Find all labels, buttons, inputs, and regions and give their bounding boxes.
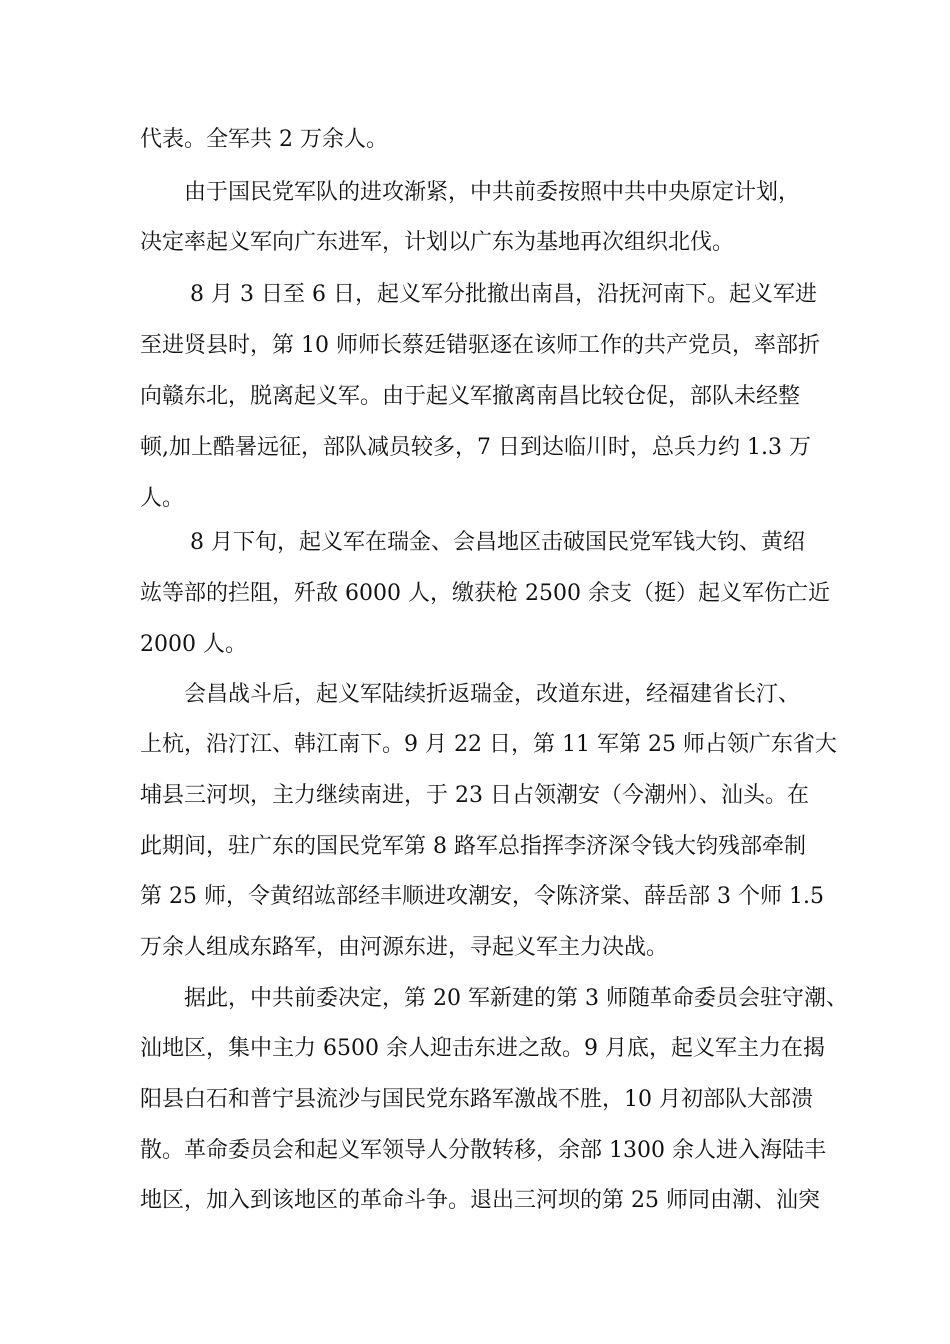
paragraph-6-line-3: 阳县白石和普宁县流沙与国民党东路军激战不胜，10 月初部队大部溃	[140, 1087, 813, 1112]
paragraph-5-line-4: 此期间，驻广东的国民党军第 8 路军总指挥李济深令钱大钧残部牵制	[140, 834, 806, 859]
paragraph-4-line-3: 2000 人。	[140, 632, 247, 657]
paragraph-5-line-1: 会昌战斗后，起义军陆续折返瑞金，改道东进，经福建省长汀、	[184, 682, 801, 707]
paragraph-3-line-5: 人。	[140, 486, 185, 511]
paragraph-3-line-4: 顿,加上酷暑远征，部队减员较多，7 日到达临川时，总兵力约 1.3 万	[140, 435, 811, 460]
paragraph-5-line-2: 上杭，沿汀江、韩江南下。9 月 22 日，第 11 军第 25 师占领广东省大	[140, 732, 837, 757]
paragraph-3-line-1: 8 月 3 日至 6 日，起义军分批撤出南昌，沿抚河南下。起义军进	[190, 282, 817, 307]
paragraph-2-line-1: 由于国民党军队的进攻渐紧，中共前委按照中共中央原定计划，	[184, 180, 801, 205]
paragraph-6-line-5: 地区，加入到该地区的革命斗争。退出三河坝的第 25 师同由潮、汕突	[140, 1188, 820, 1213]
paragraph-5-line-3: 埔县三河坝，主力继续南进，于 23 日占领潮安（今潮州）、汕头。在	[140, 783, 809, 808]
paragraph-4-line-2: 竑等部的拦阻，歼敌 6000 人，缴获枪 2500 余支（挺）起义军伤亡近	[140, 581, 830, 606]
paragraph-2-line-2: 决定率起义军向广东进军，计划以广东为基地再次组织北伐。	[140, 230, 735, 255]
paragraph-3-line-2: 至进贤县时，第 10 师师长蔡廷错驱逐在该师工作的共产党员，率部折	[140, 333, 820, 358]
paragraph-6-line-2: 汕地区，集中主力 6500 余人迎击东进之敌。9 月底，起义军主力在揭	[140, 1036, 825, 1061]
paragraph-1-line-1: 代表。全军共 2 万余人。	[140, 127, 388, 152]
paragraph-3-line-3: 向赣东北，脱离起义军。由于起义军撤离南昌比较仓促，部队未经整	[140, 384, 801, 409]
paragraph-4-line-1: 8 月下旬，起义军在瑞金、会昌地区击破国民党军钱大钧、黄绍	[190, 530, 805, 555]
paragraph-6-line-1: 据此，中共前委决定，第 20 军新建的第 3 师随革命委员会驻守潮、	[184, 986, 848, 1011]
paragraph-6-line-4: 散。革命委员会和起义军领导人分散转移，余部 1300 余人进入海陆丰	[140, 1138, 826, 1163]
paragraph-5-line-5: 第 25 师，令黄绍竑部经丰顺进攻潮安，令陈济棠、薛岳部 3 个师 1.5	[140, 884, 824, 909]
paragraph-5-line-6: 万余人组成东路军，由河源东进，寻起义军主力决战。	[140, 935, 669, 960]
